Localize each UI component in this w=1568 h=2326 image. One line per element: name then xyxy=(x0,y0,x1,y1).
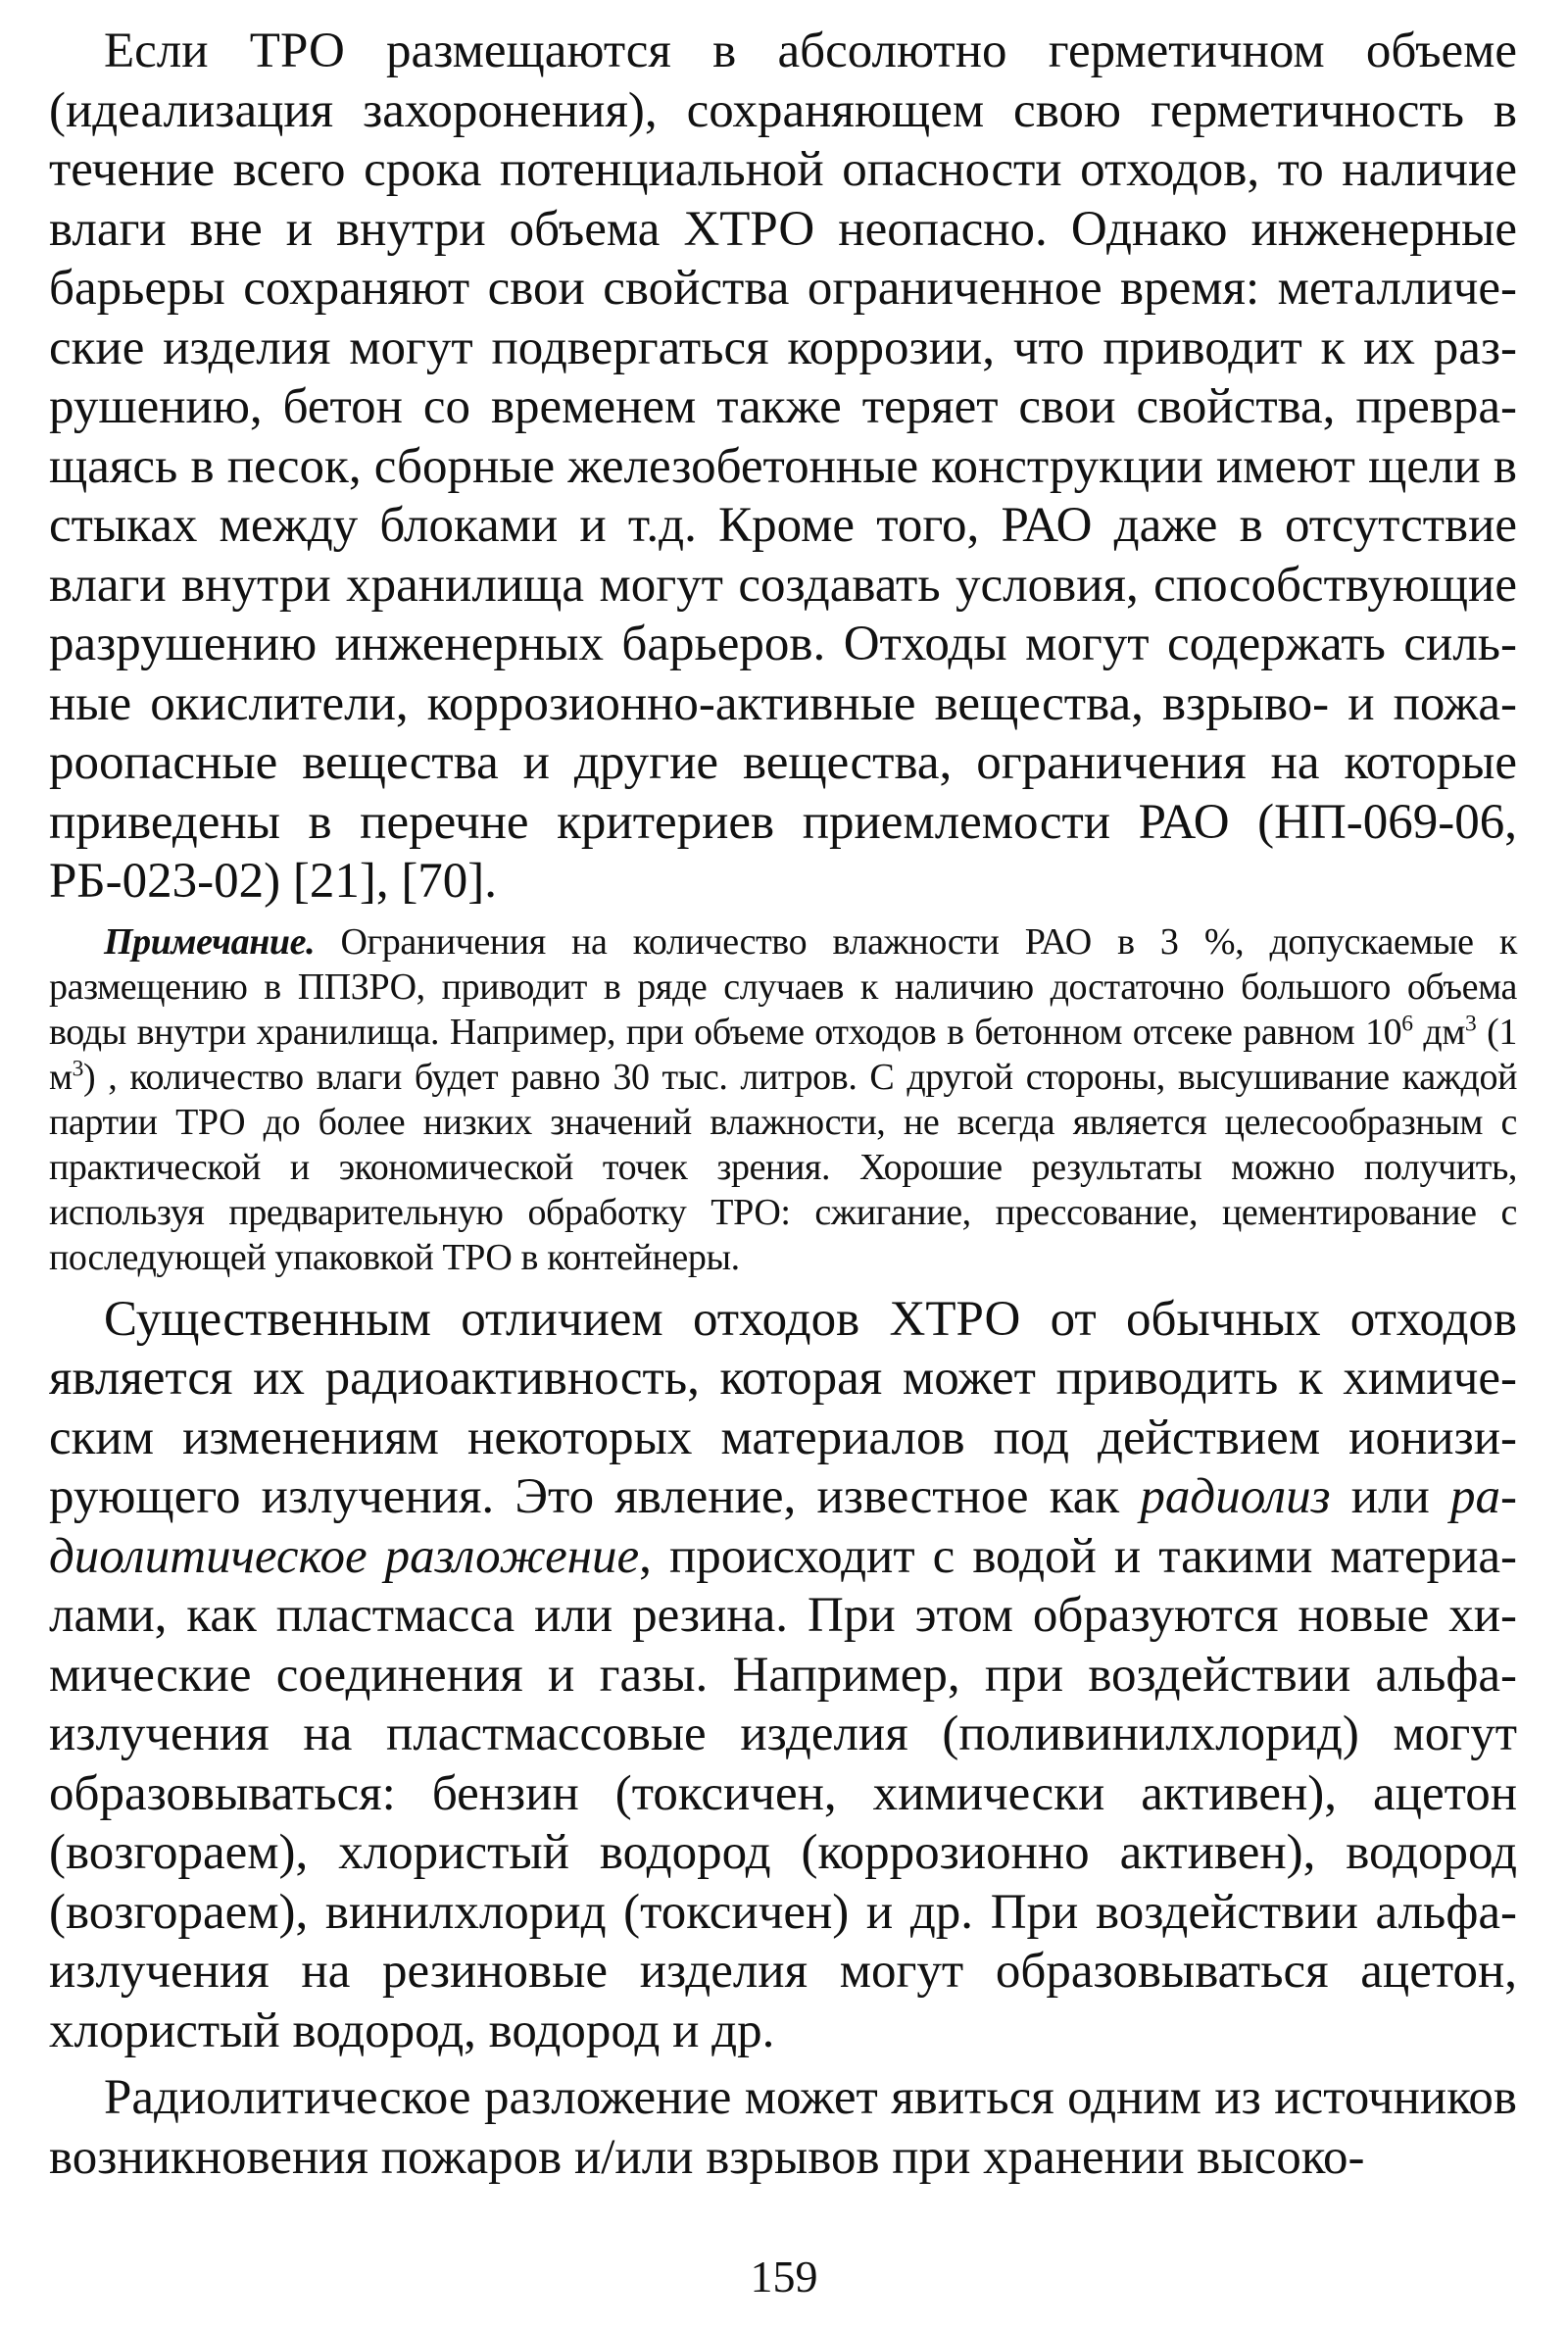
page-content xyxy=(49,22,1517,2187)
note-superscript-cubic-m: 3 xyxy=(72,1055,84,1081)
radioactivity-text-or: или xyxy=(1330,1469,1451,1524)
note-text: Ограничения на количество влажности РАО в 3 %, допускаемые к размещению в ППЗРО, приводит в ряде случаев к наличию достаточно большого объема воды внутри хранилища. Например, при объеме отходов в бетонном отсеке равном 10 xyxy=(49,920,1517,1053)
term-radiolysis: радиолиз xyxy=(1140,1469,1331,1524)
note-superscript-cubic-dm: 3 xyxy=(1465,1010,1477,1036)
note-text-rest: ) , количество влаги будет равно 30 тыс. литров. С другой стороны, высушивание каждой партии ТРО до более низких значений влажности, не всегда является целесообразным с практической и экономической точек зрения. Хорошие результаты можно получить, используя предварительную обработку ТРО: сжигание, прессование, цементирование с последующей упаковкой ТРО в контейнеры. xyxy=(49,1056,1517,1278)
radioactivity-text-2: , происходит с водой и такими материалами, как пластмасса или резина. При этом образуются новые химические соединения и газы. Например, при воздействии альфа-излучения на пластмассовые изделия (поливинилхлорид) могут образовываться: бензин (токсичен, химически активен), ацетон (возгораем), хлористый водород (коррозионно активен), водород (возгораем), винилхлорид (токсичен) и др. При воздействии альфа-излучения на резиновые изделия могут образовываться ацетон, хлористый водород, водород и др. xyxy=(49,1528,1517,2058)
page-number: 159 xyxy=(750,2252,818,2301)
paragraph-sealed-volume: Если ТРО размещаются в абсолютно герметичном объеме (идеализация захоронения), сохраняющем свою герметичность в течение всего срока потенциальной опасности отходов, то наличие влаги вне и внутри объема ХТРО неопасно. Однако инженерные барьеры сохраняют свои свойства ограниченное время: металлические изделия могут подвергаться коррозии, что приводит к их разрушению, бетон со временем также теряет свои свойства, превращаясь в песок, сборные железобетонные конструкции имеют щели в стыках между блоками и т.д. Кроме того, РАО даже в отсутствие влаги внутри хранилища могут создавать условия, способствующие разрушению инженерных барьеров. Отходы могут содержать сильные окислители, коррозионно-активные вещества, взрыво- и пожароопасные вещества и другие вещества, ограничения на которые приведены в перечне критериев приемлемости РАО (НП-069-06, РБ-023-02) [21], [70]. xyxy=(49,24,1517,909)
term-radiolytic-decomposition: радиолитическое разложение xyxy=(49,1469,1517,1584)
note-moisture-limits xyxy=(49,919,1517,1280)
paragraph-radiolytic-decomposition: Радиолитическое разложение может явиться одним из источников возникновения пожаров и/или взрывов при хранении высоко- xyxy=(49,2070,1517,2185)
note-text-metre: (1 м xyxy=(49,1011,1517,1098)
note-label: Примечание. xyxy=(104,920,316,963)
note-text-unit: дм xyxy=(1412,1011,1465,1053)
radioactivity-text-1: Существенным отличием отходов ХТРО от обычных отходов является их радиоактивность, которая может приводить к химическим изменениям некоторых материалов под действием ионизирующего излучения. Это явление, известное как xyxy=(49,1291,1517,1524)
paragraph-radioactivity xyxy=(49,1290,1517,2061)
note-superscript-power: 6 xyxy=(1401,1010,1413,1036)
